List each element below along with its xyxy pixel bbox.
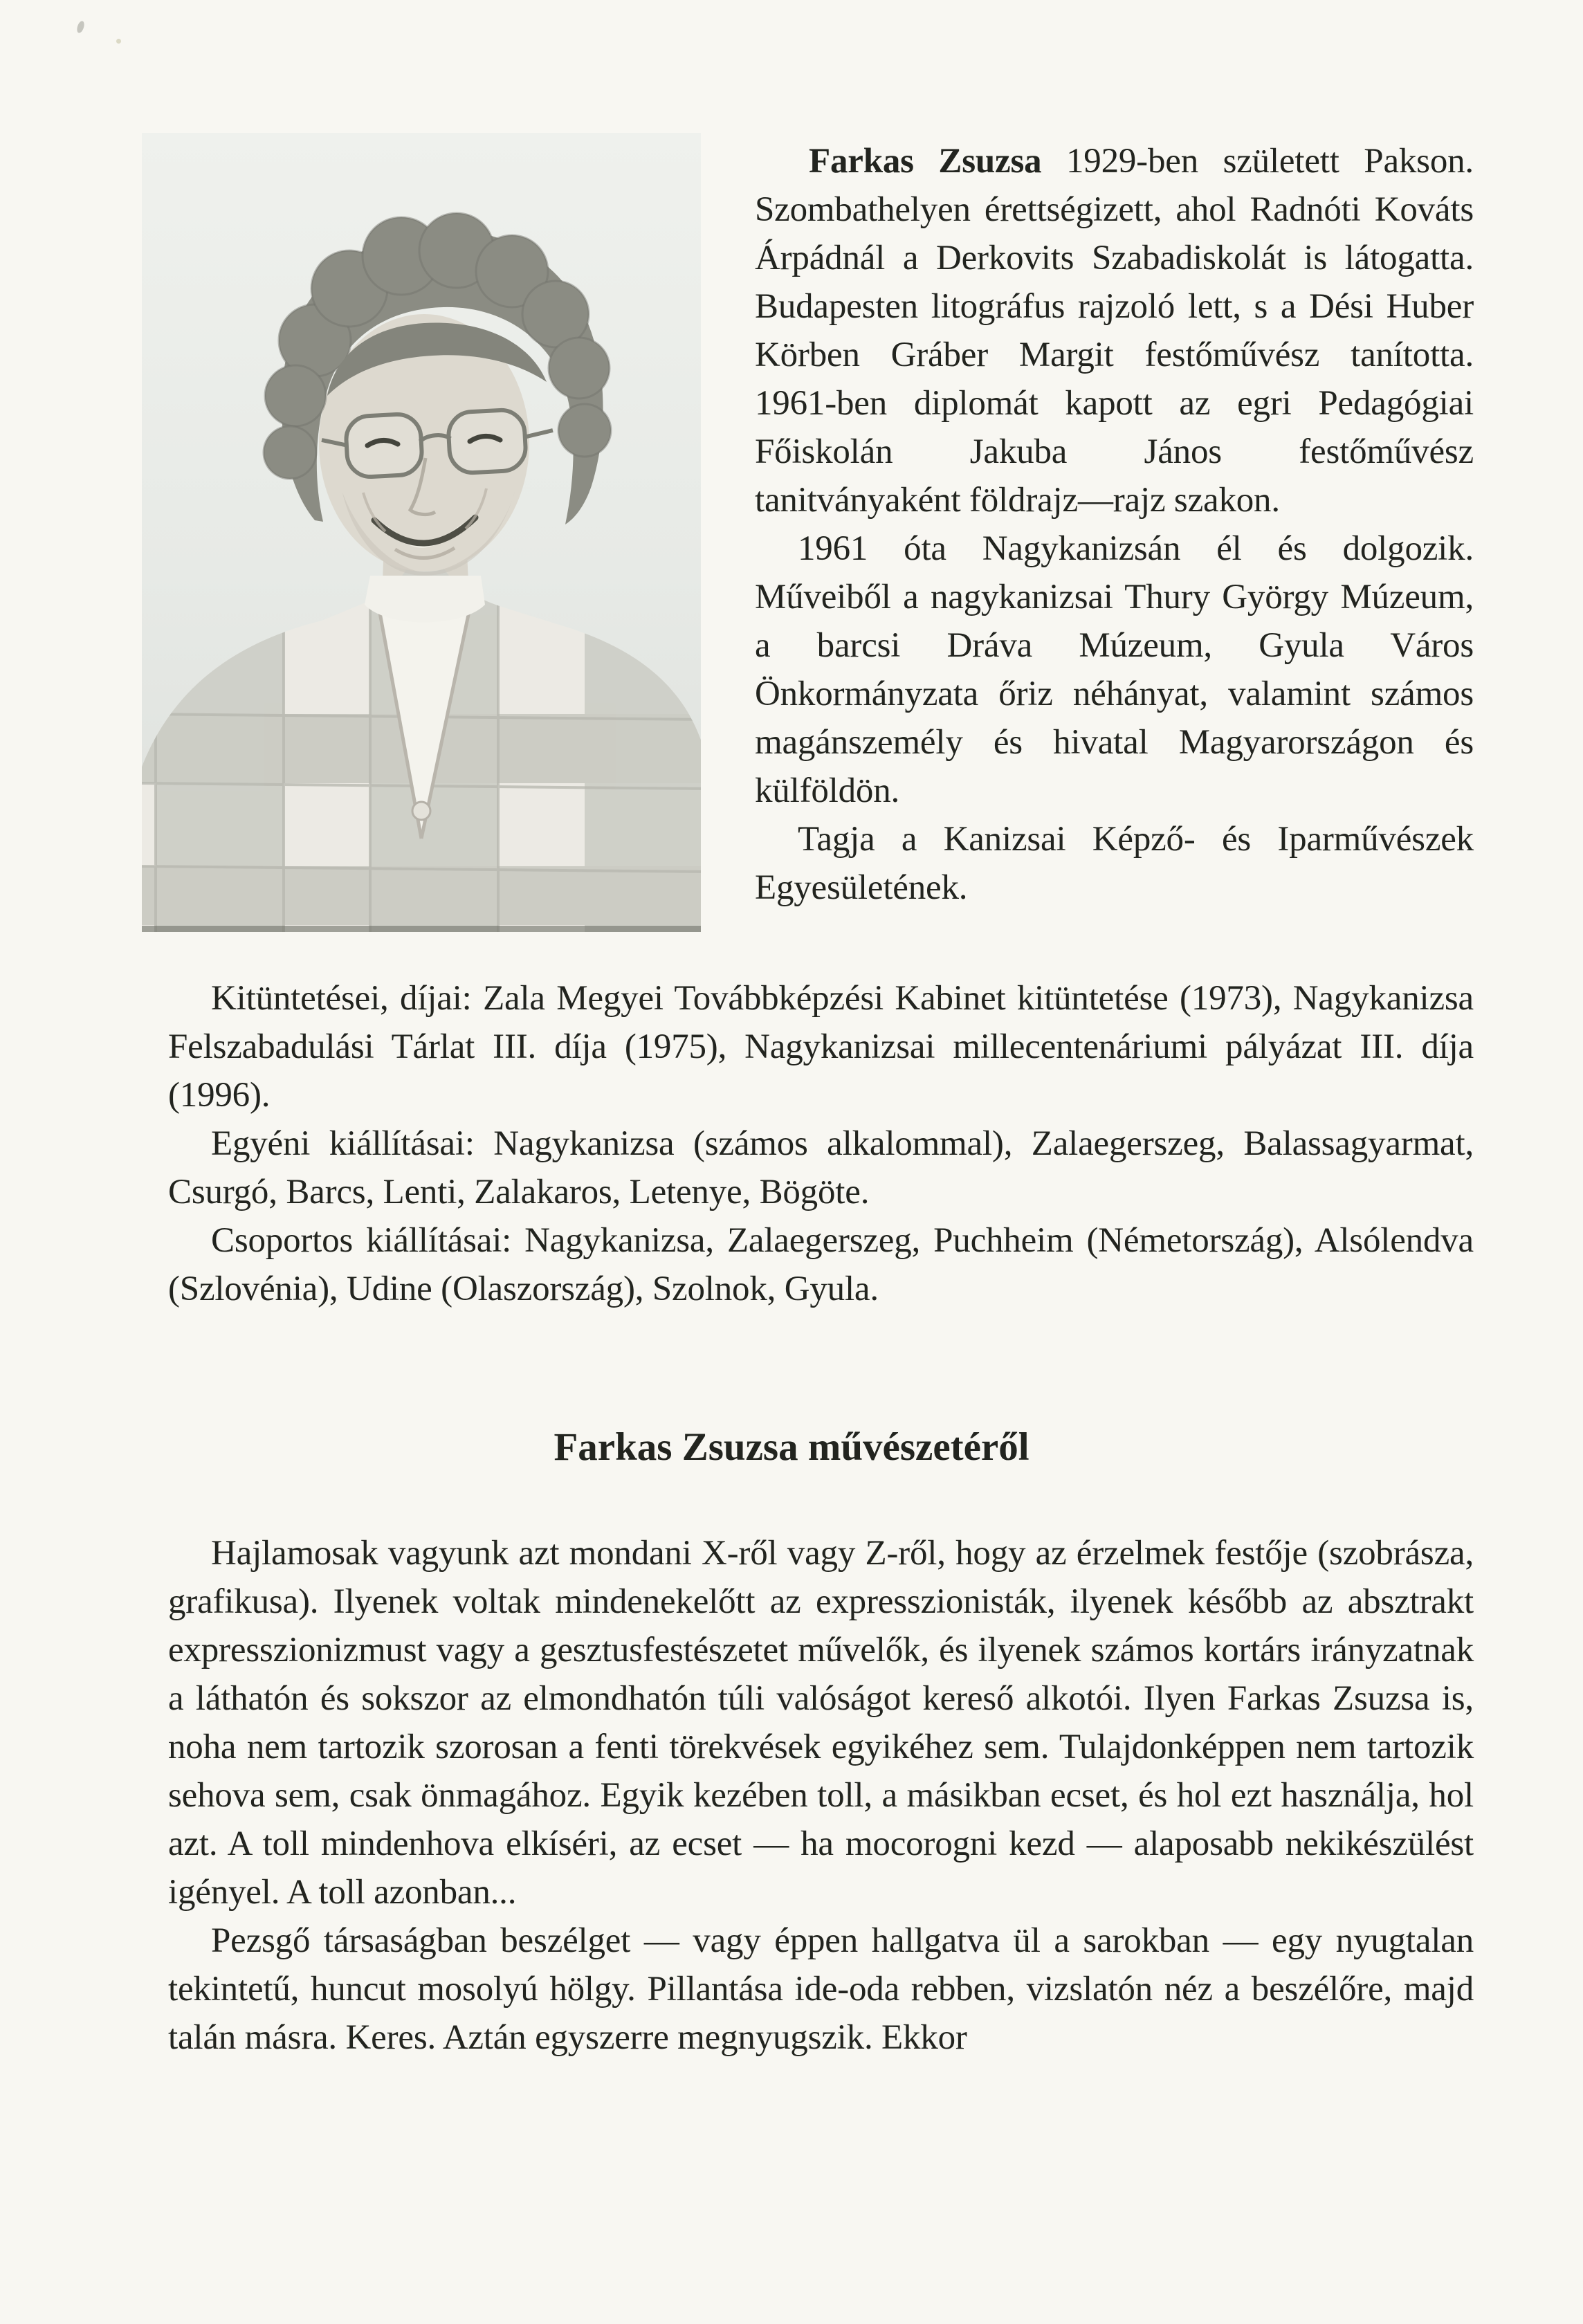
artist-name: Farkas Zsuzsa: [809, 142, 1042, 181]
portrait-photo: [142, 133, 701, 932]
solo-exhibitions-paragraph: Egyéni kiállításai: Nagykanizsa (számos alkalommal), Zalaegerszeg, Balassagyarmat, Csurgó, Barcs, Lenti, Zalakaros, Letenye, Bögöte.: [168, 1124, 1474, 1211]
bio-details-section: [0, 938, 1583, 1313]
bio-section: [0, 0, 1583, 938]
bio-intro-paragraph: [755, 137, 1474, 524]
group-exhibitions-paragraph: Csoportos kiállításai: Nagykanizsa, Zalaegerszeg, Puchheim (Németország), Alsólendva (Szlovénia), Udine (Olaszország), Szolnok, Gyula.: [168, 1221, 1474, 1308]
awards-paragraph: Kitüntetései, díjai: Zala Megyei Továbbképzési Kabinet kitüntetése (1973), Nagykanizsa Felszabadulási Tárlat III. díja (1975), Nagykanizsai millecentenáriumi pályázat III. díja (1996).: [168, 979, 1474, 1115]
bio-text-column: [755, 133, 1474, 938]
scan-speck: [116, 39, 121, 44]
essay-heading: Farkas Zsuzsa művészetéről: [553, 1425, 1030, 1469]
bio-intro-text: 1929-ben született Pakson. Szombathelyen érettségizett, ahol Radnóti Kováts Árpádnál a Derkovits Szabadiskolát is látogatta. Budapesten litográfus rajzoló lett, s a Dési Huber Körben Gráber Margit festőművész tanította. 1961-ben diplomát kapott az egri Pedagógiai Főiskolán Jakuba János festőművész tanitványaként földrajz—rajz szakon.: [755, 142, 1474, 520]
portrait-photo-illustration: [142, 133, 701, 932]
bio-residence-paragraph: 1961 óta Nagykanizsán él és dolgozik. Műveiből a nagykanizsai Thury György Múzeum, a barcsi Dráva Múzeum, Gyula Város Önkormányzata őriz néhányat, valamint számos magánszemély és hivatal Magyarországon és külföldön.: [755, 529, 1474, 810]
essay-paragraph-1: Hajlamosak vagyunk azt mondani X-ről vagy Z-ről, hogy az érzelmek festője (szobrásza, grafikusa). Ilyenek voltak mindenekelőtt az expresszionisták, ilyenek később az absztrakt expresszionizmust vagy a gesztusfestészetet művelők, és ilyenek számos kortárs irányzatnak a láthatón és sokszor az elmondhatón túli valóságot kereső alkotói. Ilyen Farkas Zsuzsa is, noha nem tartozik szorosan a fenti törekvések egyikéhez sem. Tulajdonképpen nem tartozik sehova sem, csak önmagához. Egyik kezében toll, a másikban ecset, és hol ezt használja, hol azt. A toll mindenhova elkíséri, az ecset — ha mocorogni kezd — alaposabb nekikészülést igényel. A toll azonban...: [168, 1534, 1474, 1912]
essay-paragraph-2: Pezsgő társaságban beszélget — vagy éppen hallgatva ül a sarokban — egy nyugtalan tekintetű, huncut mosolyú hölgy. Pillantása ide-oda rebben, vizslatón néz a beszélőre, majd talán másra. Keres. Aztán egyszerre megnyugszik. Ekkor: [168, 1921, 1474, 2057]
bio-membership-paragraph: Tagja a Kanizsai Képző- és Iparművészek Egyesületének.: [755, 820, 1474, 907]
essay-section: [0, 1470, 1583, 2062]
